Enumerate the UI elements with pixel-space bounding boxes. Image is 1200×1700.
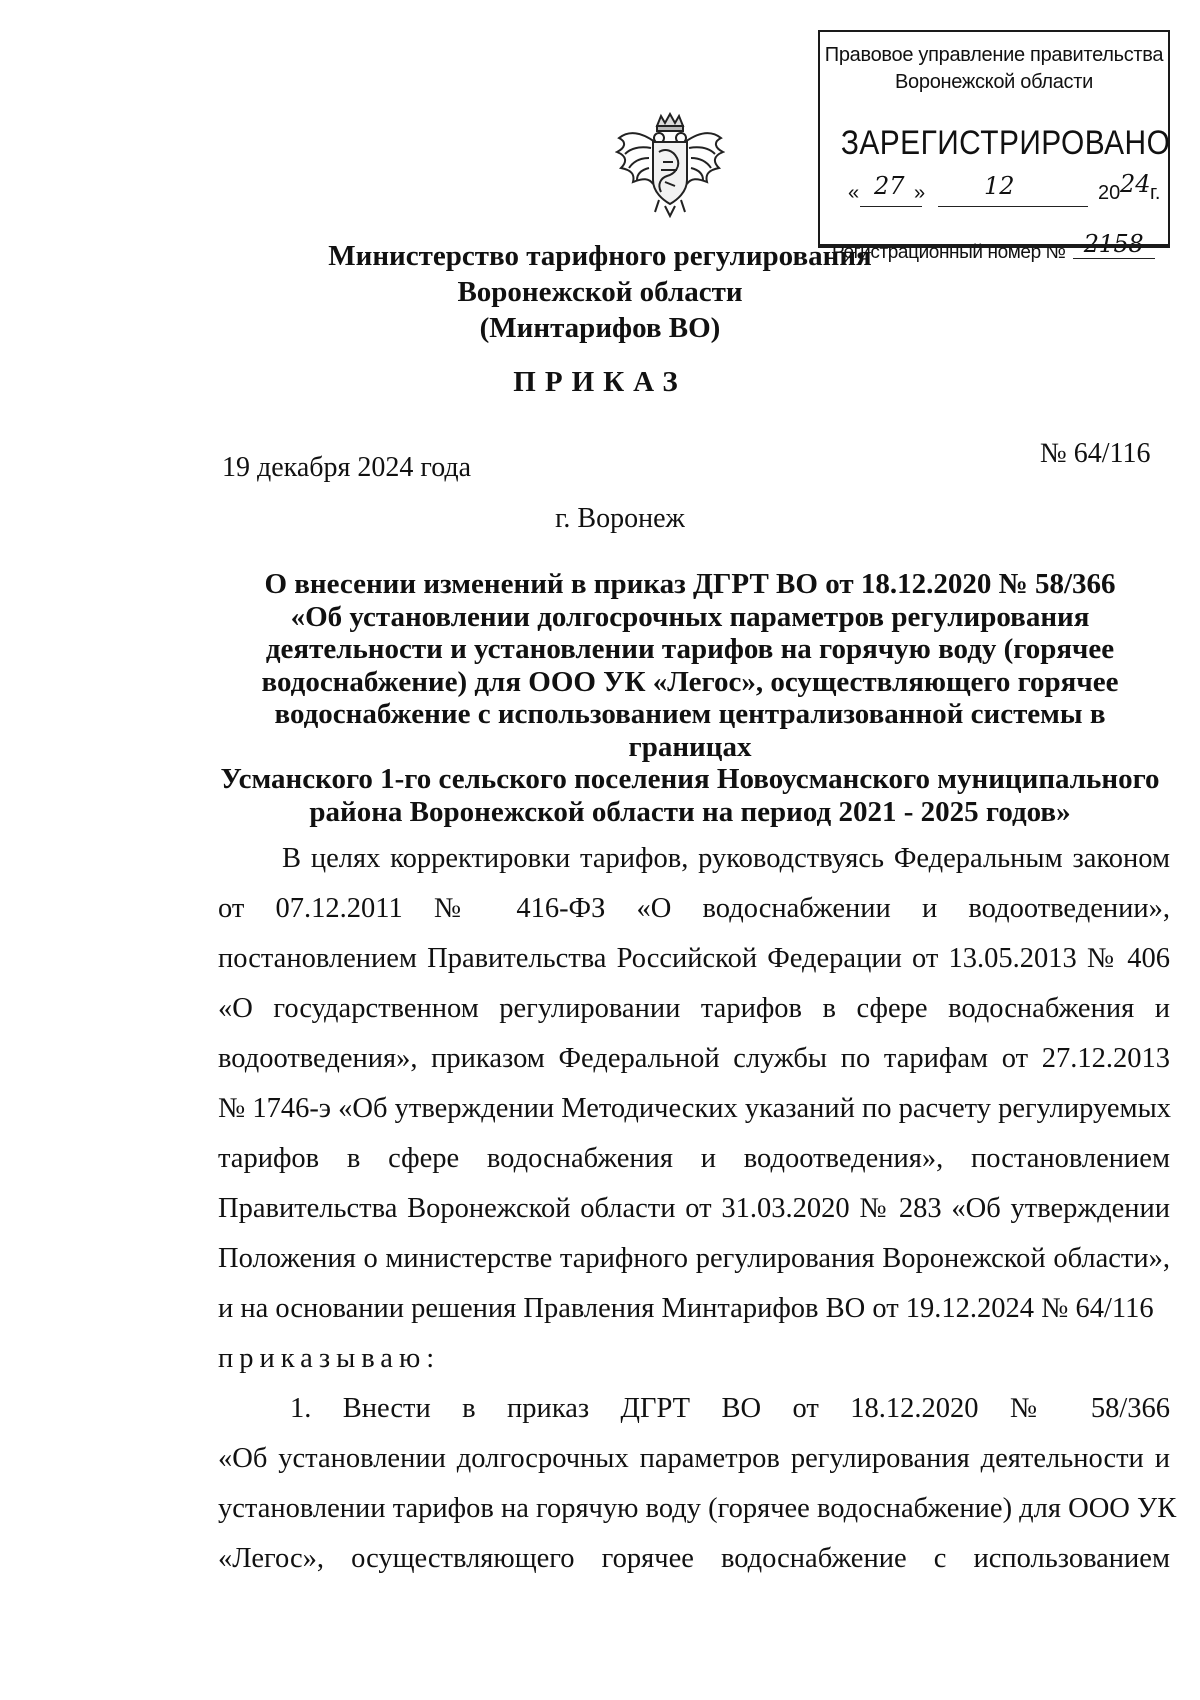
stamp-organization: [820, 42, 1168, 96]
body-line-item-1: 1. Внести в приказ ДГРТ ВО от 18.12.2020 № 58/366: [290, 1393, 1170, 1424]
body-line: тарифов в сфере водоснабжения и водоотведения», постановлением: [218, 1143, 1170, 1174]
body-line: установлении тарифов на горячую воду (горячее водоснабжение) для ООО УК: [218, 1493, 1177, 1524]
body-line: Положения о министерстве тарифного регулирования Воронежской области»,: [218, 1243, 1170, 1274]
body-line: водоотведения», приказом Федеральной службы по тарифам от 27.12.2013: [218, 1043, 1170, 1074]
stamp-day-line: [860, 206, 922, 207]
stamp-year-unit: г.: [1150, 182, 1161, 204]
stamp-year-suffix: 24: [1120, 170, 1151, 198]
stamp-year-prefix: 20: [1098, 182, 1121, 204]
ministry-name: [0, 238, 1200, 346]
body-line: постановлением Правительства Российской Федерации от 13.05.2013 № 406: [218, 943, 1170, 974]
heading-line: района Воронежской области на период 2021 - 2025 годов»: [309, 795, 1071, 828]
body-line: № 1746-э «Об утверждении Методических указаний по расчету регулируемых: [218, 1093, 1171, 1124]
heading-line: деятельности и установлении тарифов на горячую воду (горячее: [265, 633, 1115, 665]
order-heading: [210, 568, 1170, 828]
body-line: «О государственном регулировании тарифов в сфере водоснабжения и: [218, 993, 1170, 1024]
stamp-quote-close: »: [914, 182, 926, 204]
coat-of-arms-emblem: [615, 112, 725, 218]
stamp-org-line-2: Воронежской области: [895, 71, 1093, 93]
ministry-line-3: (Минтарифов ВО): [479, 312, 721, 344]
body-line: В целях корректировки тарифов, руководствуясь Федеральным законом: [282, 843, 1170, 874]
heading-line: «Об установлении долгосрочных параметров регулирования: [290, 600, 1090, 633]
stamp-day: 27: [874, 172, 905, 200]
order-title: ПРИКАЗ: [513, 366, 687, 398]
stamp-regnum-value: 2158: [1073, 230, 1155, 259]
body-line-decree: приказываю:: [218, 1343, 441, 1374]
stamp-regnum-label: Регистрационный номер №: [832, 242, 1066, 263]
ministry-line-1: Министерство тарифного регулирования: [328, 240, 872, 272]
stamp-registered-label: ЗАРЕГИСТРИРОВАНО: [840, 124, 1171, 162]
body-line: Правительства Воронежской области от 31.03.2020 № 283 «Об утверждении: [218, 1193, 1170, 1224]
heading-line: водоснабжение с использованием централизованной системы в границах: [274, 698, 1106, 763]
body-line: «Легос», осуществляющего горячее водоснабжение с использованием: [218, 1543, 1170, 1574]
ministry-line-2: Воронежской области: [457, 276, 743, 308]
body-line: и на основании решения Правления Минтарифов ВО от 19.12.2024 № 64/116: [218, 1293, 1154, 1324]
stamp-quote-open: «: [848, 182, 860, 204]
registration-stamp: [818, 30, 1171, 263]
order-number: № 64/116: [1040, 438, 1151, 469]
stamp-month: 12: [984, 172, 1015, 200]
heading-line: Усманского 1-го сельского поселения Новоусманского муниципального: [220, 763, 1160, 795]
body-line: от 07.12.2011 № 416-ФЗ «О водоснабжении и водоотведении»,: [218, 893, 1170, 924]
order-city: г. Воронеж: [555, 503, 685, 534]
stamp-month-line: [938, 206, 1088, 207]
heading-line: водоснабжение) для ООО УК «Легос», осуществляющего горячее: [261, 665, 1119, 698]
order-date: 19 декабря 2024 года: [222, 452, 472, 483]
stamp-org-line-1: Правовое управление правительства: [824, 44, 1164, 66]
body-line: «Об установлении долгосрочных параметров регулирования деятельности и: [218, 1443, 1170, 1474]
heading-line: О внесении изменений в приказ ДГРТ ВО от 18.12.2020 № 58/366: [264, 568, 1116, 600]
